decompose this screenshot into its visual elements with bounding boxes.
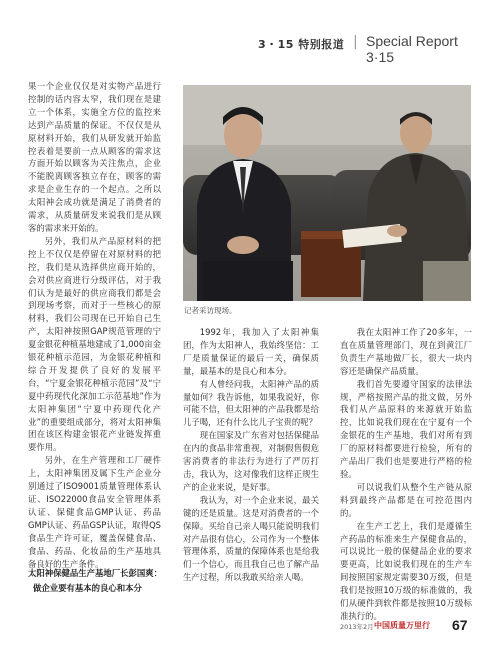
page-number: 67 [452, 617, 468, 633]
section-header [258, 33, 488, 65]
photo-caption: 记者采访现场。 [184, 306, 237, 315]
article-column-1 [28, 80, 161, 570]
article-paragraph: 现在国家及广东省对包括保健品在内的食品非常重视，对制假售假危害消费者的非法行为进行了严厉打击，我认为，这对像我们这样正规生产的企业来说，是好事。 [183, 430, 319, 492]
article-paragraph: 另外，在生产管理和工厂硬件上，太阳神集团及属下生产企业分别通过了ISO9001质量管理体系认证、ISO22000食品安全管理体系认证、保健食品GMP认证、药品GMP认证、药品GSP认证，取得QS食品生产许可证，覆盖保健食品、食品、药品、化妆品的生产基地具备良好的生产条件。 [28, 455, 161, 569]
interview-subheading [28, 566, 162, 596]
article-paragraph: 另外，我们从产品原材料的把控上不仅仅是停留在对原材料的把控，我们是从选择供应商开始的，会对供应商进行分级评估，对于我们认为是最好的供应商我们都是会到现场考察，而对于一些核心的原材料，我们公司现在已开始自己生产，太阳神按照GAP规范管理的宁夏金银花种植基地建成了1,000亩金银花种植示范园，为金银花种植和综合开发提供了良好的发展平台，“宁夏金银花种植示范园”及“宁夏中药现代化深加工示范基地”作为太阳神集团“宁夏中药现代化产业”的重要组成部分，将对太阳神集团在该区构建金银花产业链发挥重要作用。 [28, 235, 161, 453]
section-title-en: Special Report 3·15 [366, 33, 458, 65]
article-paragraph: 有人曾经问我，太阳神产品的质量如何？我告诉他，如果我说好，你可能不信，但太阳神的产品我都是给儿子喝，还有什么比儿子宝贵的呢？ [183, 378, 319, 428]
section-title-cn: 3・15 特别报道 [258, 38, 345, 51]
interview-photo [183, 85, 471, 301]
article-column-2 [183, 326, 319, 584]
magazine-logo-icon: 中国质量万里行 [374, 621, 430, 630]
article-paragraph: 1992年，我加入了太阳神集团，作为太阳神人，我始终坚信：工厂是质量保证的最后一关，确保质量，最基本的是良心和本分。 [183, 327, 319, 376]
article-paragraph: 在生产工艺上，我们是遵循生产药品的标准来生产保健食品的，可以说比一般的保健品企业的要求要更高，比如说我们现在的生产车间按照国家规定需要30万级，但是我们是按照10万级的标准做的，我们从硬件到软件都是按照10万级标准执行的。 [340, 520, 472, 621]
article-column-3 [340, 326, 472, 623]
article-paragraph: 可以说我们从整个生产链从原料到最终产品都是在可控范围内的。 [340, 481, 472, 518]
article-paragraph: 果一个企业仅仅是对实物产品进行控制的话内容太窄，我们现在是建立一个体系，实施全方位的监控来达到产品质量的保证。不仅仅是从原材料开始，我们从研发就开始监控表着是要前一点从顾客的需求这方面开始以顾客为关注焦点，企业不能脱离顾客独立存在，顾客的需求是企业生存的一个起点。之所以太阳神会成功就是满足了消费者的需求，从质量研发来说我们是从顾客的需求来开始的。 [28, 81, 161, 233]
page-footer [340, 617, 480, 635]
issue-date: 2013年2月 [340, 623, 374, 631]
article-paragraph: 我在太阳神工作了20多年，一直在质量管理部门，现在到黄江厂负责生产基地做厂长，很大一块内容还是确保产品质量。 [340, 327, 472, 376]
subheading-line: 做企业要有基本的良心和本分 [33, 583, 142, 593]
subheading-line: 太阳神保健品生产基地厂长彭国爽： [28, 568, 162, 578]
header-separator: | [353, 34, 358, 50]
article-paragraph: 我认为，对一个企业来说，最关键的还是质量。这是对消费者的一个保障。买给自己亲人喝只能说明我们对产品很有信心，公司作为一个整体管理体系，质量的保障体系也是给我们一个信心，而且我自己也了解产品生产过程，所以我敢买给亲人喝。 [183, 494, 319, 583]
article-paragraph: 我们首先要遵守国家的法律法规，严格按照产品的批文做，另外我们从产品原料的来源就开始监控，比如说我们现在在宁夏有一个金银花的生产基地，我们对所有到厂的原材料都要进行检验，所有的产品出厂我们也是要进行严格的检验。 [340, 378, 472, 479]
